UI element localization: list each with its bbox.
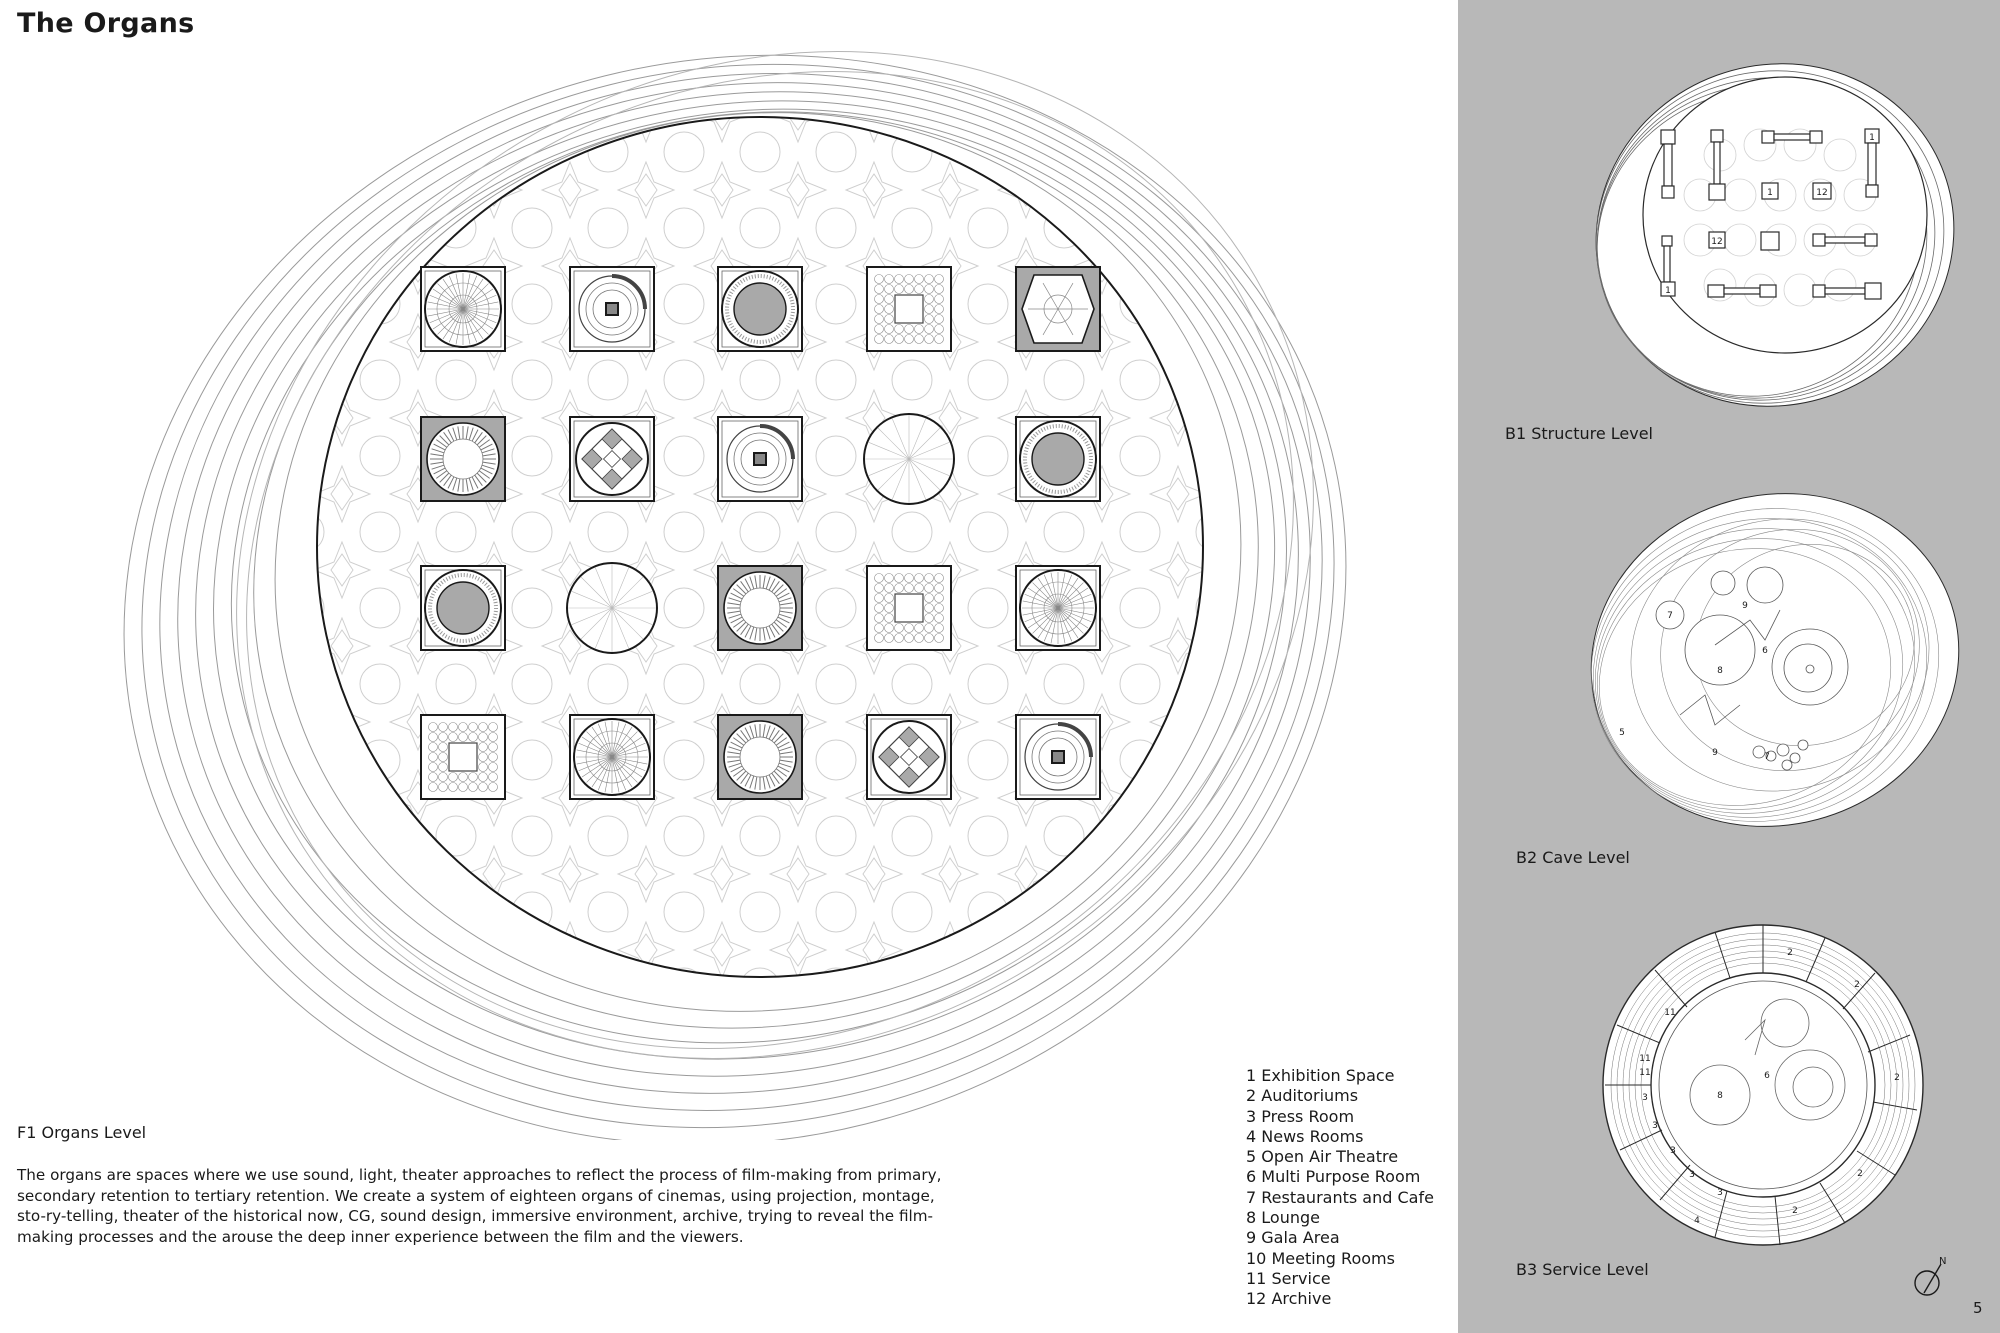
organ-ring-solid [1016, 417, 1100, 501]
legend-item: 7 Restaurants and Cafe [1246, 1187, 1434, 1207]
page-title: The Organs [17, 8, 195, 39]
legend-item: 11 Service [1246, 1268, 1331, 1288]
page-number: 5 [1973, 1299, 1983, 1317]
organ-open-circle [567, 563, 657, 653]
b1-label: 1 [1767, 188, 1773, 198]
b1-label: 1 [1665, 286, 1671, 296]
b3-label: 3 [1717, 1188, 1723, 1198]
organ-sunburst-shaded [421, 417, 505, 501]
b3-service-plan [1595, 915, 1930, 1255]
organ-open-circle [864, 414, 954, 504]
organ-hex-shaded [1016, 267, 1100, 351]
b3-label: 2 [1787, 948, 1793, 958]
b2-label: 6 [1762, 646, 1768, 656]
b3-label: 2 [1857, 1169, 1863, 1179]
b2-label: 5 [1619, 728, 1625, 738]
organ-spiral [1016, 715, 1100, 799]
legend-item: 2 Auditoriums [1246, 1086, 1359, 1106]
organ-radial [421, 267, 505, 351]
b3-label: 8 [1717, 1091, 1723, 1101]
b3-label: 3 [1689, 1170, 1695, 1180]
organ-sunburst-shaded [718, 715, 802, 799]
legend-item: 3 Press Room [1246, 1106, 1355, 1126]
b3-label: 3 [1670, 1146, 1676, 1156]
legend-item: 8 Lounge [1246, 1208, 1320, 1228]
north-arrow-icon [1910, 1250, 1950, 1300]
b2-label: 7 [1667, 611, 1673, 621]
organ-spiral [718, 417, 802, 501]
legend [1246, 1066, 1434, 1310]
b2-cave-plan [1565, 480, 1965, 840]
b3-caption: B3 Service Level [1516, 1260, 1649, 1279]
b3-label: 4 [1694, 1216, 1700, 1226]
b3-label: 11 [1664, 1008, 1676, 1018]
organ-squares [867, 267, 951, 351]
f1-caption: F1 Organs Level [17, 1123, 147, 1142]
legend-item: 1 Exhibition Space [1246, 1066, 1395, 1085]
b2-label: 9 [1712, 748, 1718, 758]
organ-spiral [570, 267, 654, 351]
b3-label: 2 [1854, 980, 1860, 990]
b3-label: 6 [1764, 1071, 1770, 1081]
b3-label: 2 [1792, 1206, 1798, 1216]
b3-label: 11 [1639, 1054, 1651, 1064]
b2-caption: B2 Cave Level [1516, 848, 1630, 867]
b1-structure-plan [1560, 45, 1960, 420]
organ-squares [421, 715, 505, 799]
organ-sunburst-shaded [718, 566, 802, 650]
organ-diamond [570, 417, 654, 501]
b3-label: 3 [1642, 1093, 1648, 1103]
north-label: N [1939, 1256, 1947, 1267]
b3-label: 2 [1894, 1073, 1900, 1083]
legend-item: 9 Gala Area [1246, 1228, 1340, 1248]
b1-label: 1 [1869, 133, 1875, 143]
organ-radial [570, 715, 654, 799]
legend-item: 5 Open Air Theatre [1246, 1147, 1399, 1167]
legend-item: 4 News Rooms [1246, 1126, 1364, 1146]
organ-ring-solid [718, 267, 802, 351]
b1-label: 12 [1711, 237, 1723, 247]
legend-item: 10 Meeting Rooms [1246, 1248, 1395, 1268]
b3-label: 11 [1639, 1068, 1651, 1078]
b1-label: 12 [1816, 188, 1828, 198]
description-text: The organs are spaces where we use sound, light, theater approaches to reflect the process of film-making from primary, secondary retention to tertiary retention. We create a system of eighteen organs of cinemas, using projection, montage, sto-ry-telling, theater of the historical now, CG, sound design, immersive environment, archive, trying to reveal the film-making processes and the arouse the deep inner experience between the film and the viewers. [17, 1166, 942, 1246]
b1-caption: B1 Structure Level [1505, 424, 1653, 443]
legend-item: 12 Archive [1246, 1289, 1332, 1309]
legend-item: 6 Multi Purpose Room [1246, 1167, 1421, 1187]
b2-label: 8 [1717, 666, 1723, 676]
b2-label: 7 [1764, 752, 1770, 762]
organ-diamond [867, 715, 951, 799]
organ-ring-solid [421, 566, 505, 650]
organ-radial [1016, 566, 1100, 650]
b2-label: 9 [1742, 601, 1748, 611]
b3-label: 3 [1652, 1121, 1658, 1131]
organ-squares [867, 566, 951, 650]
